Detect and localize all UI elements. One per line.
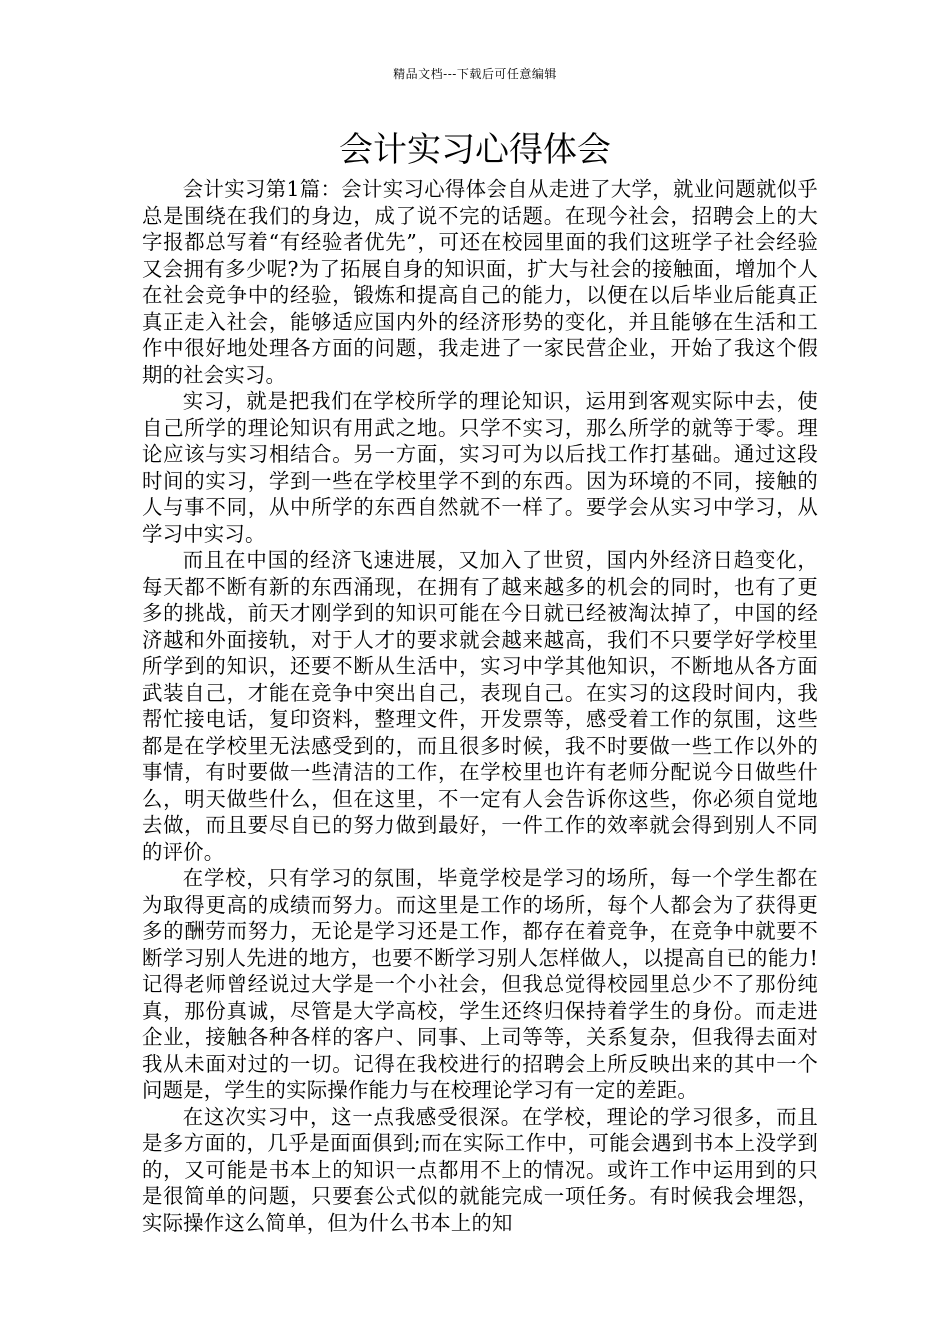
document-title: 会计实习心得体会 [339, 130, 611, 170]
paragraph-4: 在学校，只有学习的氛围，毕竟学校是学习的场所，每一个学生都在为取得更高的成绩而努力。而这里是工作的场所，每个人都会为了获得更多的酬劳而努力，无论是学习还是工作，都存在着竞争，在竞争中就要不断学习别人先进的地方，也要不断学习别人怎样做人，以提高自已的能力!记得老师曾经说过大学是一个小社会，但我总觉得校园里总少不了那份纯真，那份真诚，尽管是大学高校，学生还终归保持着学生的身份。而走进企业，接触各种各样的客户、同事、上司等等，关系复杂，但我得去面对我从未面对过的一切。记得在我校进行的招聘会上所反映出来的其中一个问题是，学生的实际操作能力与在校理论学习有一定的差距。 [142, 866, 818, 1102]
paragraph-3: 而且在中国的经济飞速进展，又加入了世贸，国内外经济日趋变化，每天都不断有新的东西涌现，在拥有了越来越多的机会的同时，也有了更多的挑战，前天才刚学到的知识可能在今日就已经被淘汰掉了，中国的经济越和外面接轨，对于人才的要求就会越来越高，我们不只要学好学校里所学到的知识，还要不断从生活中，实习中学其他知识，不断地从各方面武装自己，才能在竞争中突出自己，表现自己。在实习的这段时间内，我帮忙接电话，复印资料，整理文件，开发票等，感受着工作的氛围，这些都是在学校里无法感受到的，而且很多时候，我不时要做一些工作以外的事情，有时要做一些清洁的工作，在学校里也许有老师分配说今日做些什么，明天做些什么，但在这里，不一定有人会告诉你这些，你必须自觉地去做，而且要尽自已的努力做到最好，一件工作的效率就会得到别人不同的评价。 [142, 548, 818, 864]
header-note: 精品文档---下载后可任意编辑 [393, 67, 557, 81]
paragraph-5: 在这次实习中，这一点我感受很深。在学校，理论的学习很多，而且是多方面的，几乎是面面俱到;而在实际工作中，可能会遇到书本上没学到的，又可能是书本上的知识一点都用不上的情况。或许工作中运用到的只是很简单的问题，只要套公式似的就能完成一项任务。有时候我会埋怨，实际操作这么简单，但为什么书本上的知 [142, 1104, 818, 1235]
paragraph-1: 会计实习第1篇：会计实习心得体会自从走进了大学，就业问题就似乎总是围绕在我们的身边，成了说不完的话题。在现今社会，招聘会上的大字报都总写着“有经验者优先”，可还在校园里面的我们这班学子社会经验又会拥有多少呢?为了拓展自身的知识面，扩大与社会的接触面，增加个人在社会竞争中的经验，锻炼和提高自己的能力，以便在以后毕业后能真正真正走入社会，能够适应国内外的经济形势的变化，并且能够在生活和工作中很好地处理各方面的问题，我走进了一家民营企业，开始了我这个假期的社会实习。 [142, 177, 818, 387]
document-body [142, 176, 818, 1236]
paragraph-2: 实习，就是把我们在学校所学的理论知识，运用到客观实际中去，使自己所学的理论知识有用武之地。只学不实习，那么所学的就等于零。理论应该与实习相结合。另一方面，实习可为以后找工作打基础。通过这段时间的实习，学到一些在学校里学不到的东西。因为环境的不同，接触的人与事不同，从中所学的东西自然就不一样了。要学会从实习中学习，从学习中实习。 [142, 389, 818, 546]
